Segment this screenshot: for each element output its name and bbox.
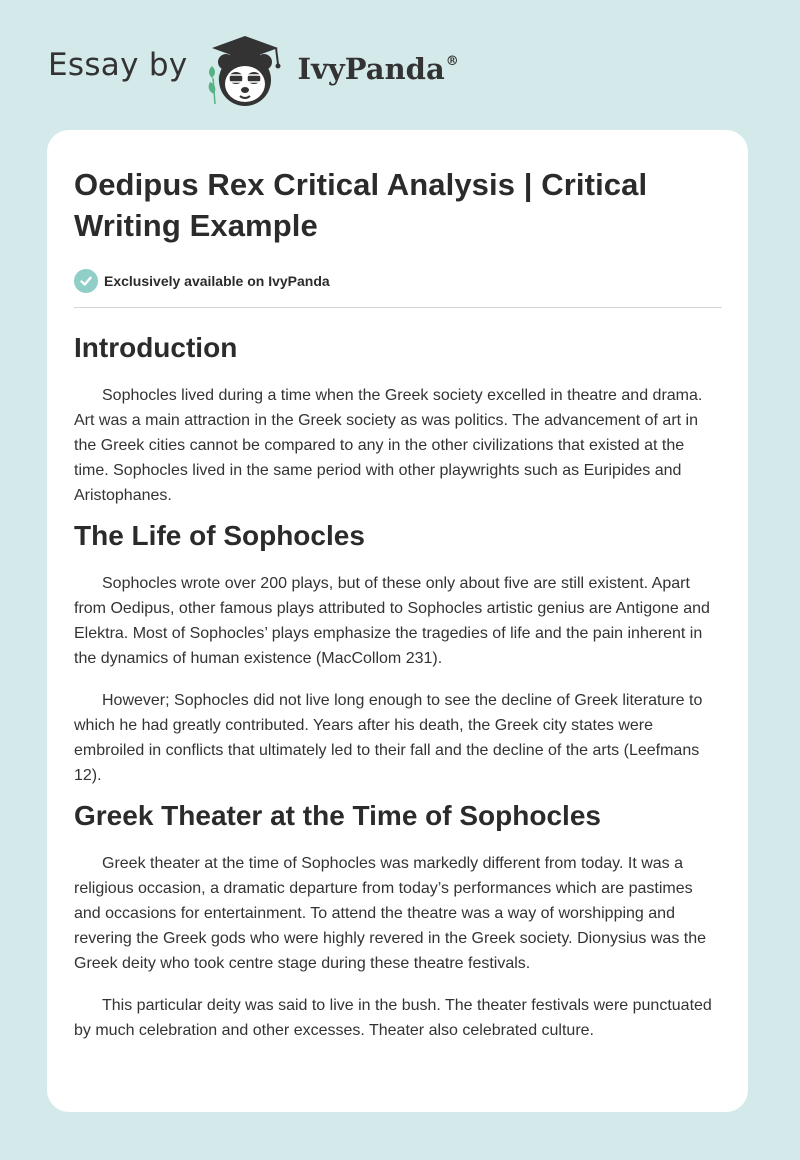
essay-by-label: Essay by (48, 47, 188, 83)
divider (74, 307, 722, 308)
exclusive-badge (74, 267, 722, 295)
paragraph: However; Sophocles did not live long enough to see the decline of Greek literature to which he had greatly contributed. Years after his death, the Greek city states were embroiled in conflicts that ultimately led to their fall and the decline of the arts (Leefmans 12). (74, 692, 703, 784)
article-card (47, 130, 748, 1112)
paragraph: Sophocles wrote over 200 plays, but of these only about five are still existent. Apart from Oedipus, other famous plays attributed to Sophocles artistic genius are Antigone and Elektra. Most of Sophocles’ plays emphasize the tragedies of life and the pain inherent in the dynamics of human existence (MacCollom 231). (74, 575, 710, 667)
section-heading: Greek Theater at the Time of Sophocles (74, 800, 601, 831)
section-heading: The Life of Sophocles (74, 520, 365, 551)
registered-mark: ® (445, 54, 459, 69)
paragraph: Sophocles lived during a time when the Greek society excelled in theatre and drama. Art was a main attraction in the Greek society as was politics. The advancement of art in the Greek cities cannot be compared to any in the other civilizations that existed at the time. Sophocles lived in the same period with other playwrights such as Euripides and Aristophanes. (74, 387, 703, 504)
article-title: Oedipus Rex Critical Analysis | Critical Writing Example (74, 167, 648, 243)
panda-logo-icon[interactable] (202, 34, 292, 108)
paragraph: This particular deity was said to live in the bush. The theater festivals were punctuated by much celebration and other excesses. Theater also celebrated culture. (74, 997, 712, 1039)
exclusive-text: Exclusively available on IvyPanda (104, 273, 330, 289)
paragraph: Greek theater at the time of Sophocles was markedly different from today. It was a religious occasion, a dramatic departure from today’s performances which are pastimes and occasions for entertainment. To attend the theatre was a way of worshipping and revering the Greek gods who were highly revered in the Greek society. Dionysius was the Greek deity who took centre stage during these theatre festivals. (74, 855, 707, 972)
brand-name[interactable]: IvyPanda® (297, 52, 459, 86)
site-header (48, 34, 459, 108)
section-heading: Introduction (74, 332, 238, 363)
checkmark-icon (74, 269, 98, 293)
